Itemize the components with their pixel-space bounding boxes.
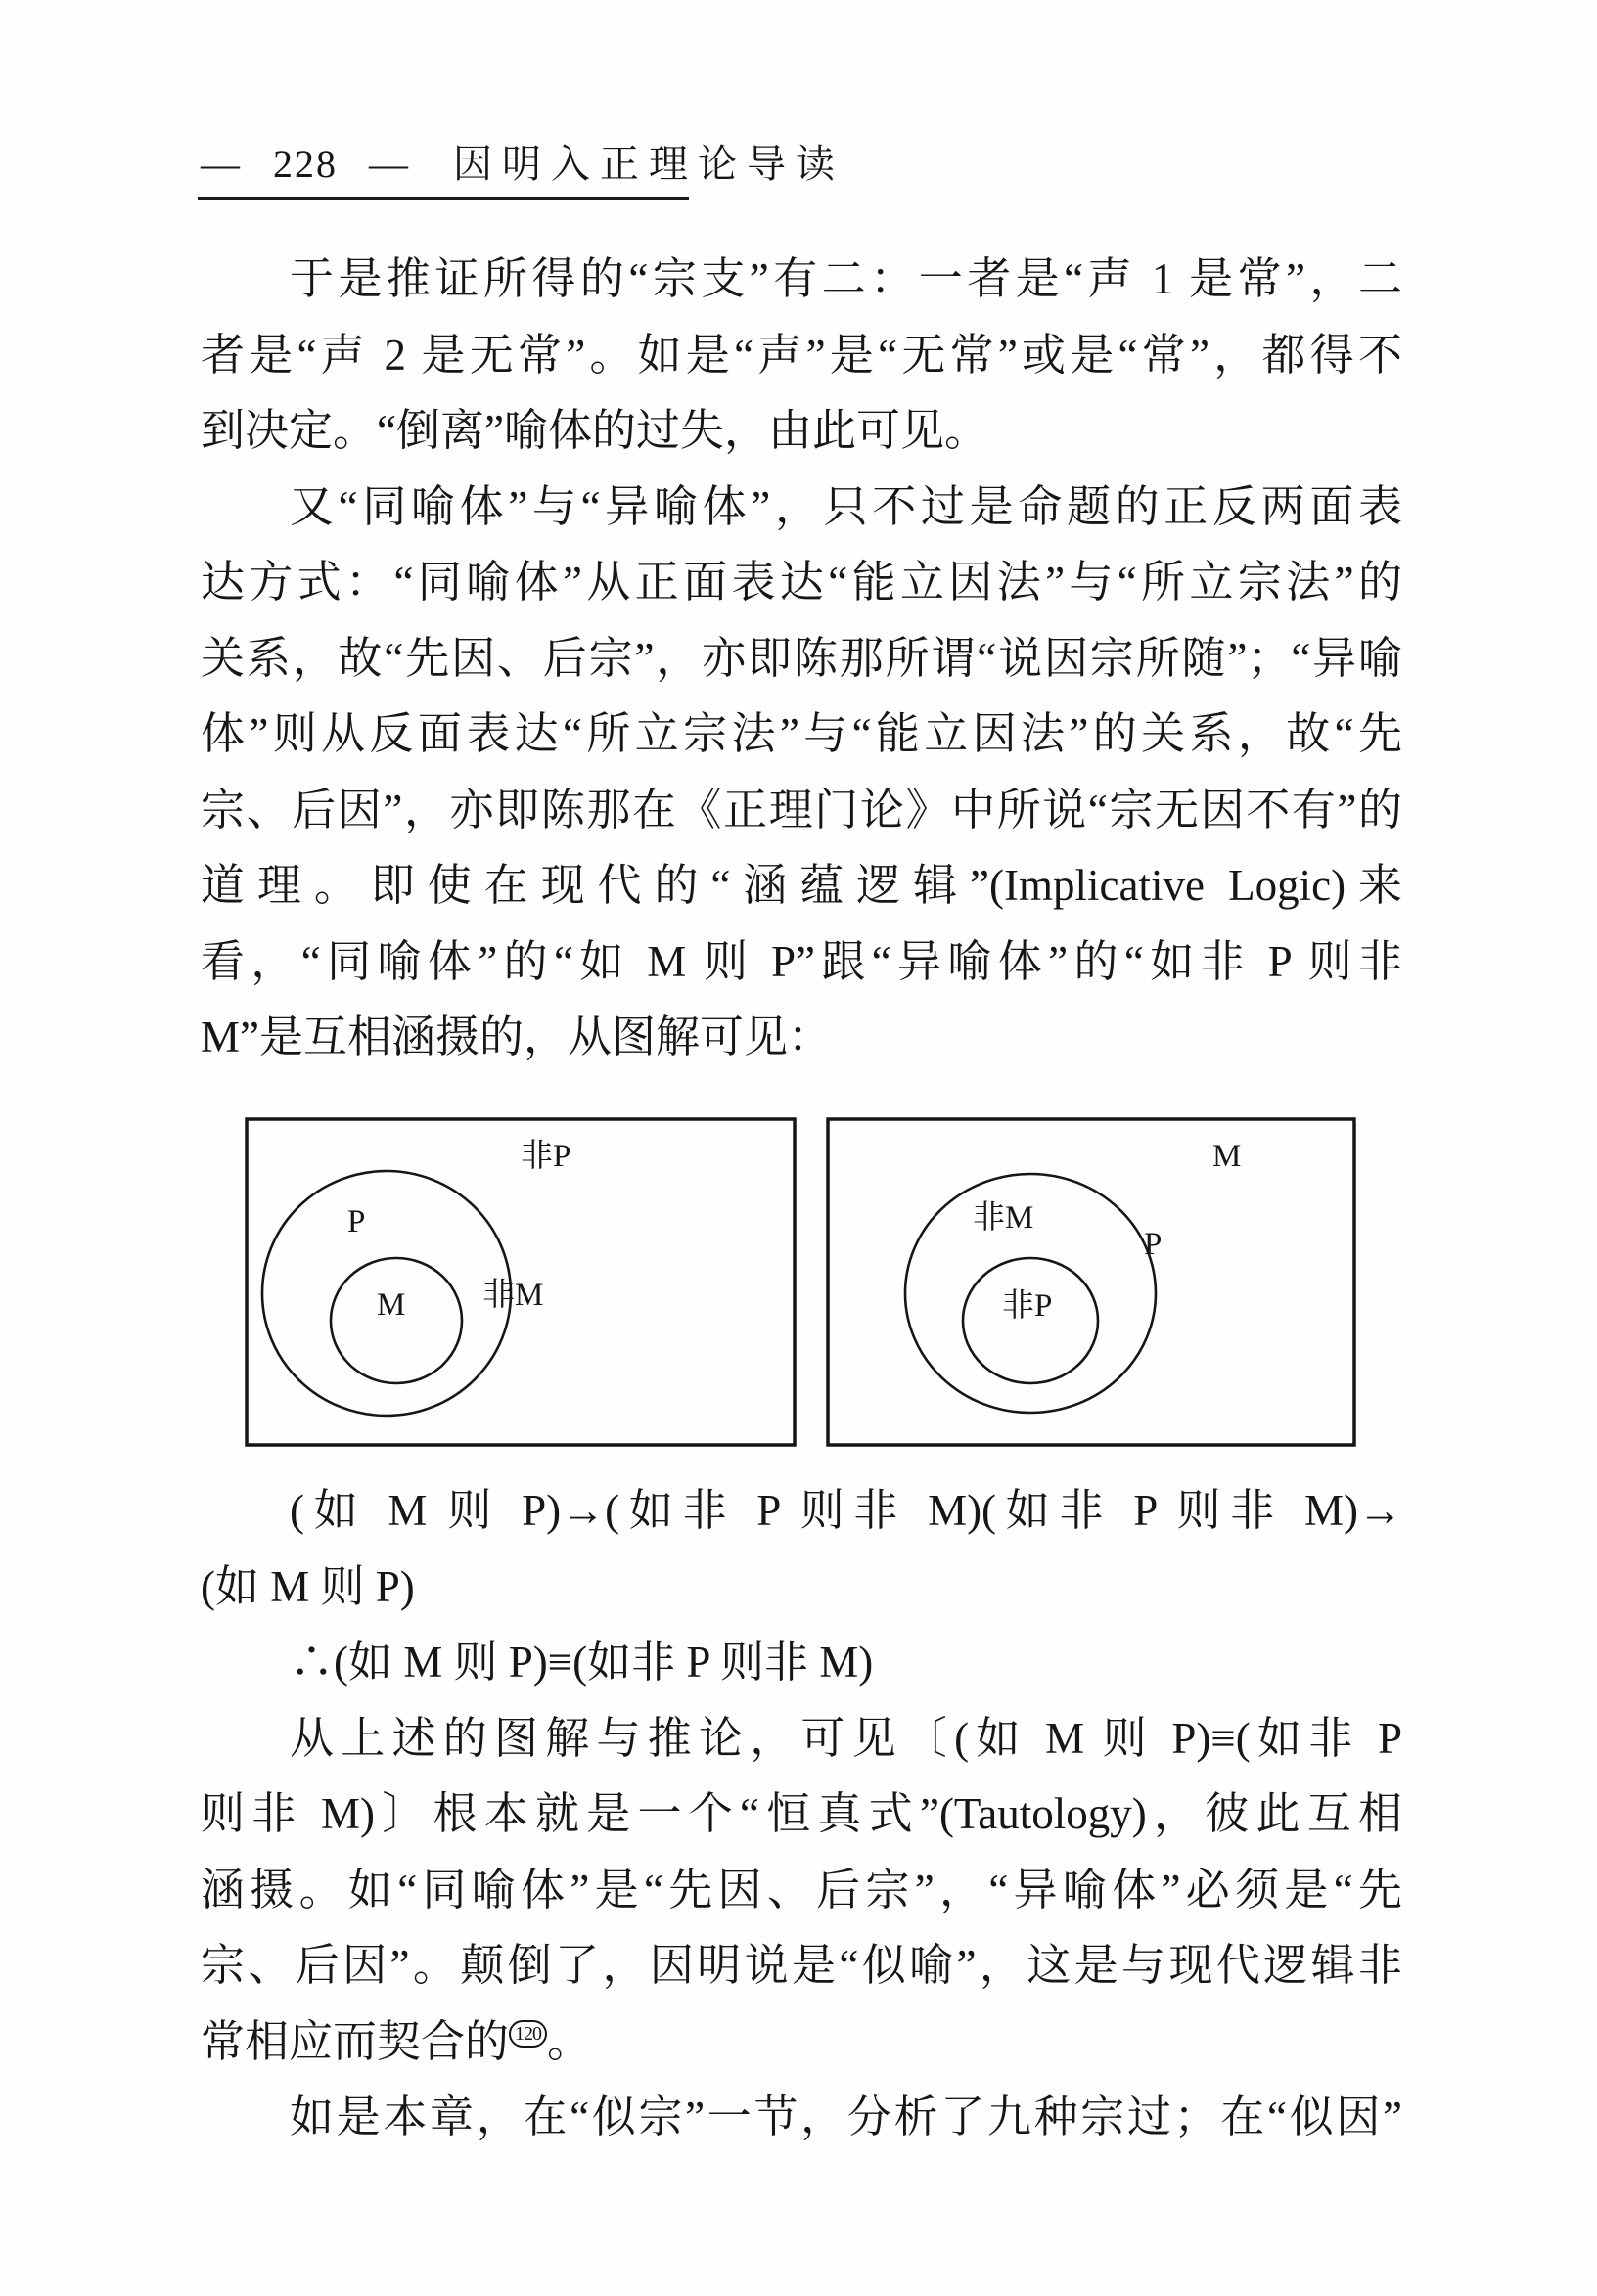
text-line: 如是本章，在“似宗”一节，分析了九种宗过；在“似因” [290, 2093, 1402, 2141]
page-header [201, 139, 1402, 190]
label-not-P: 非P [521, 1139, 571, 1174]
text-line: 看，“同喻体”的“如 M 则 P”跟“异喻体”的“如非 P 则非 [201, 936, 1402, 986]
label-not-P: 非P [1002, 1288, 1053, 1324]
text-line: 从上述的图解与推论，可见〔(如 M 则 P)≡(如非 P [290, 1713, 1402, 1763]
text-line: 宗、后因”。颠倒了，因明说是“似喻”，这是与现代逻辑非 [201, 1941, 1402, 1990]
text-line: 道理。即使在现代的“涵蕴逻辑”(Implicative Logic)来 [201, 861, 1402, 910]
footnote-marker-120: 120 [509, 2020, 547, 2048]
text-line: M”是互相涵摄的，从图解可见： [201, 1013, 832, 1061]
text-line: 涵摄。如“同喻体”是“先因、后宗”，“异喻体”必须是“先 [201, 1865, 1402, 1914]
header-divider [198, 197, 689, 200]
formula-line: (如 M 则 P)→(如非 P 则非 M)(如非 P 则非 M)→ [290, 1486, 1402, 1535]
formula-line: (如 M 则 P) [201, 1561, 415, 1611]
label-P: P [1144, 1227, 1163, 1262]
footnote-line-period: 。 [547, 2016, 592, 2066]
text-line: 者是“声 2 是无常”。如是“声”是“无常”或是“常”，都得不 [201, 330, 1402, 380]
venn-diagram-left [245, 1117, 797, 1447]
text-line: 又“同喻体”与“异喻体”，只不过是命题的正反两面表 [290, 481, 1402, 531]
label-P: P [347, 1204, 366, 1239]
text-line: 于是推证所得的“宗支”有二：一者是“声 1 是常”，二 [290, 254, 1402, 303]
text-line: 关系，故“先因、后宗”，亦即陈那所谓“说因宗所随”；“异喻 [201, 633, 1402, 683]
text-line: 到决定。“倒离”喻体的过失，由此可见。 [201, 406, 988, 455]
label-M: M [1212, 1139, 1242, 1174]
label-not-M: 非M [482, 1278, 544, 1313]
book-title: 因明入正理论导读 [453, 142, 844, 186]
text-line: 达方式：“同喻体”从正面表达“能立因法”与“所立宗法”的 [201, 558, 1402, 607]
upper-text-block [201, 242, 1402, 1076]
text-line: 宗、后因”，亦即陈那在《正理门论》中所说“宗无因不有”的 [201, 785, 1402, 834]
text-line: 则非 M)〕根本就是一个“恒真式”(Tautology)，彼此互相 [201, 1789, 1402, 1838]
venn-diagram-right [826, 1117, 1356, 1447]
text-line: 体”则从反面表达“所立宗法”与“能立因法”的关系，故“先 [201, 709, 1402, 758]
lower-text-block [201, 1473, 1402, 2156]
label-M: M [377, 1287, 406, 1323]
formula-line: ∴(如 M 则 P)≡(如非 P 则非 M) [290, 1638, 874, 1687]
footnote-line-text: 常相应而契合的 [201, 2016, 510, 2066]
text-line-with-footnote [201, 2004, 1402, 2081]
label-not-M: 非M [973, 1200, 1034, 1236]
page-number: — 228 — [201, 142, 410, 186]
